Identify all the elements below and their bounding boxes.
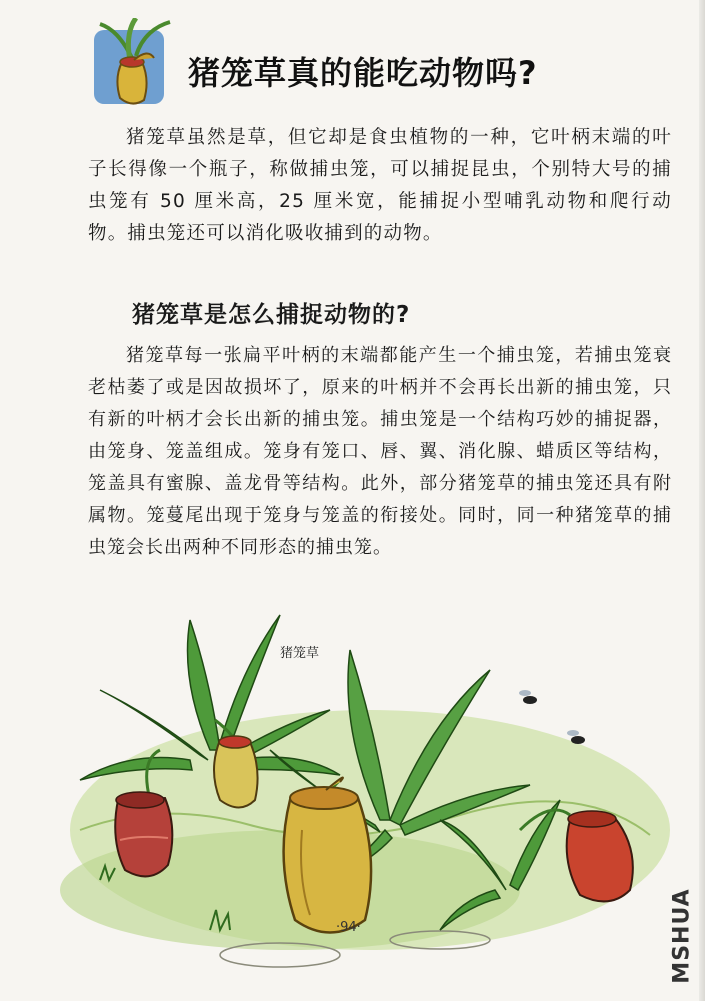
pitcher-plant-illustration <box>40 600 680 1000</box>
pitcher-plant-icon <box>92 18 174 110</box>
intro-paragraph: 猪笼草虽然是草，但它却是食虫植物的一种，它叶柄末端的叶子长得像一个瓶子，称做捕虫笼，可以捕捉昆虫，个别特大号的捕虫笼有 50 厘米高，25 厘米宽，能捕捉小型哺乳动物和爬行动物。捕虫笼还可以消化吸收捕到的动物。 <box>88 127 672 244</box>
section-title: 猪笼草是怎么捕捉动物的? <box>132 302 411 328</box>
illustration-caption: 猪笼草 <box>280 646 320 661</box>
page-number: ·94· <box>336 920 361 935</box>
page-title: 猪笼草真的能吃动物吗? <box>188 54 538 92</box>
page-edge <box>699 0 705 1001</box>
watermark-text: MSHUA <box>669 888 695 984</box>
section-paragraph: 猪笼草每一张扁平叶柄的末端都能产生一个捕虫笼，若捕虫笼衰老枯萎了或是因故损坏了，原来的叶柄并不会再长出新的捕虫笼，只有新的叶柄才会长出新的捕虫笼。捕虫笼是一个结构巧妙的捕捉器，由笼身、笼盖组成。笼身有笼口、唇、翼、消化腺、蜡质区等结构，笼盖具有蜜腺、盖龙骨等结构。此外，部分猪笼草的捕虫笼还具有附属物。笼蔓尾出现于笼身与笼盖的衔接处。同时，同一种猪笼草的捕虫笼会长出两种不同形态的捕虫笼。 <box>88 345 672 558</box>
watermark <box>662 880 702 992</box>
